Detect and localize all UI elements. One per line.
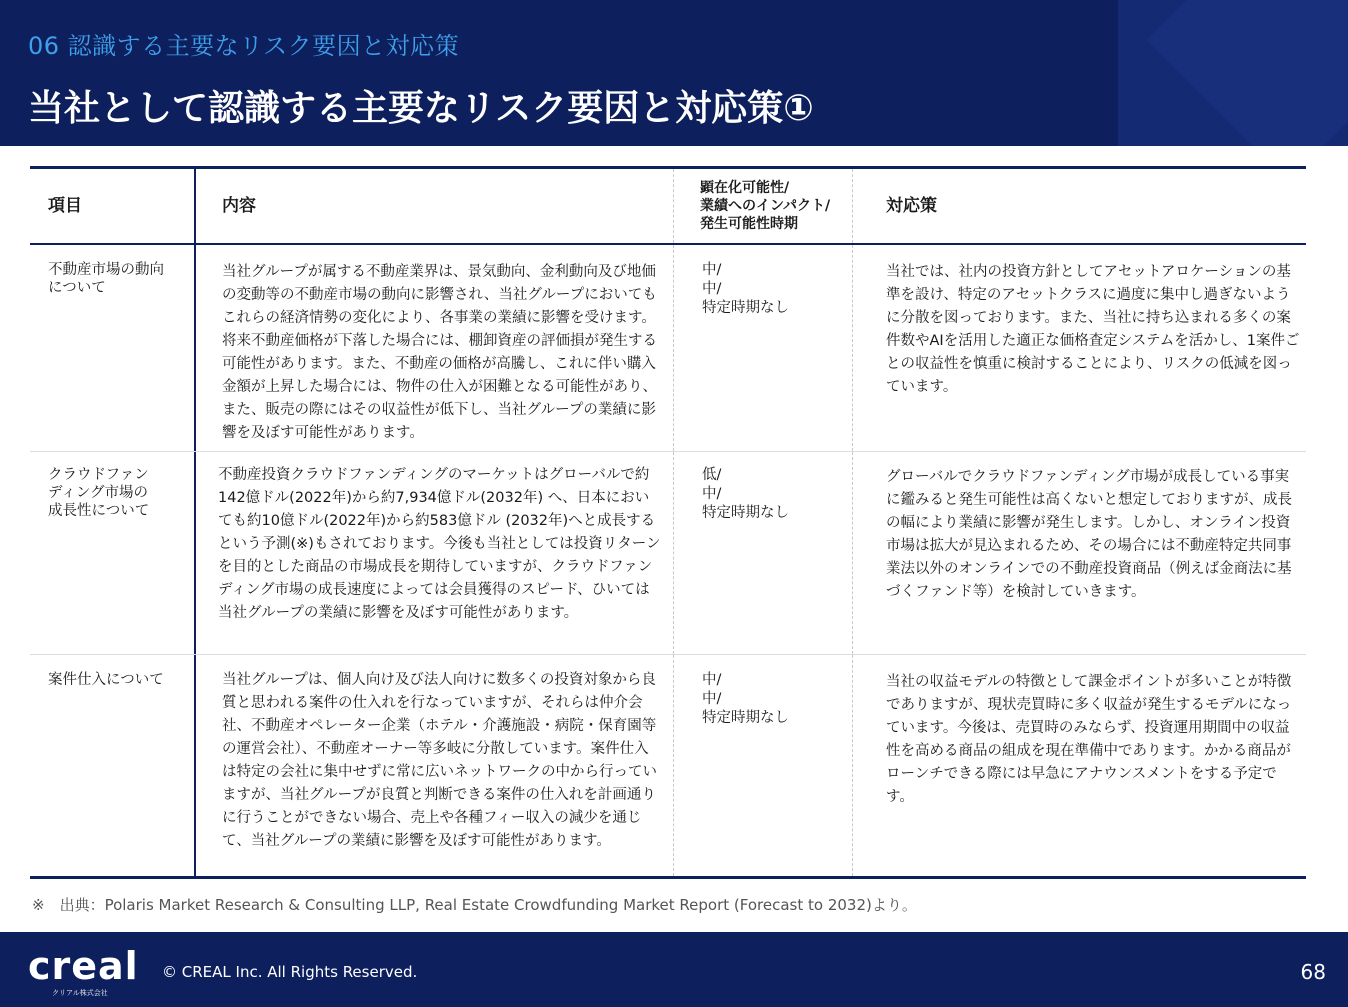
row-item-line: 不動産市場の動向 (48, 262, 164, 278)
row-measures: 当社の収益モデルの特徴として課金ポイントが多いことが特徴でありますが、現状売買時に多く収益が発生するモデルになっています。今後は、売買時のみならず、投資運用期間中の収益性を高める商品の組成を現在準備中であります。かかる商品がローンチできる際には早急にアナウンスメントをする予定です。 (886, 674, 1292, 805)
table-row (30, 245, 1306, 451)
header-likelihood-line: 顕在化可能性/ (700, 180, 790, 196)
row-item-line: ディング市場の (48, 485, 149, 501)
likelihood-line: 特定時期なし (702, 710, 789, 726)
header-likelihood-line: 業績へのインパクト/ (700, 198, 831, 214)
row-item (30, 452, 196, 654)
slide-footer (0, 932, 1348, 1007)
likelihood-line: 特定時期なし (702, 300, 789, 316)
row-likelihood (674, 655, 853, 876)
row-likelihood (674, 452, 853, 654)
likelihood-line: 中/ (702, 281, 722, 297)
likelihood-line: 特定時期なし (702, 505, 789, 521)
likelihood-line: 低/ (702, 467, 722, 483)
logo-subtitle: クリアル株式会社 (52, 989, 108, 997)
likelihood-line: 中/ (702, 691, 722, 707)
source-note: ※ 出典：Polaris Market Research & Consulting LLP, Real Estate Crowdfunding Market Report (Forecast to 2032)より。 (32, 896, 917, 914)
creal-logo: creal (28, 944, 139, 988)
row-item-line: クラウドファン (48, 467, 149, 483)
section-label: 06 認識する主要なリスク要因と対応策 (28, 32, 460, 60)
row-content: 当社グループが属する不動産業界は、景気動向、金利動向及び地価の変動等の不動産市場の動向に影響され、当社グループにおいてもこれらの経済情勢の変化により、各事業の業績に影響を受けます。将来不動産価格が下落した場合には、棚卸資産の評価損が発生する可能性があります。また、不動産の価格が高騰し、これに伴い購入金額が上昇した場合には、物件の仕入が困難となる可能性があり、また、販売の際にはその収益性が低下し、当社グループの業績に影響を及ぼす可能性があります。 (196, 245, 674, 451)
row-item (30, 245, 196, 451)
header-likelihood (674, 169, 853, 243)
likelihood-line: 中/ (702, 672, 722, 688)
likelihood-line: 中/ (702, 486, 722, 502)
table-row (30, 451, 1306, 654)
row-item-line: 成長性について (48, 503, 150, 519)
table-header-row (30, 169, 1306, 245)
header-likelihood-line: 発生可能性時期 (700, 216, 798, 232)
row-content: 当社グループは、個人向け及び法人向けに数多くの投資対象から良質と思われる案件の仕入れを行なっていますが、それらは仲介会社、不動産オペレーター企業（ホテル・介護施設・病院・保育園等の運営会社）、不動産オーナー等多岐に分散しています。案件仕入は特定の会社に集中せずに常に広いネットワークの中から行っていますが、当社グループが良質と判断できる案件の仕入れを計画通りに行うことができない場合、売上や各種フィー収入の減少を通じて、当社グループの業績に影響を及ぼす可能性があります。 (196, 655, 674, 876)
row-content: 不動産投資クラウドファンディングのマーケットはグローバルで約142億ドル(2022年)から約7,934億ドル(2032年) へ、日本においても約10億ドル(2022年)から約583億ドル (2032年)へと成長するという予測(※)もされております。今後も当社としては投資リターンを目的とした商品の市場成長を期待していますが、クラウドファンディング市場の成長速度によっては会員獲得のスピード、ひいては当社グループの業績に影響を及ぼす可能性があります。 (196, 452, 674, 654)
header-item: 項目 (30, 169, 196, 243)
page-number: 68 (1300, 960, 1326, 984)
slide-header (0, 0, 1348, 146)
page-title: 当社として認識する主要なリスク要因と対応策① (28, 88, 814, 129)
row-measures: グローバルでクラウドファンディング市場が成長している事実に鑑みると発生可能性は高くないと想定しておりますが、成長の幅により業績に影響が発生します。しかし、オンライン投資市場は拡大が見込まれるため、その場合には不動産特定共同事業法以外のオンラインでの不動産投資商品（例えば金商法に基づくファンド等）を検討していきます。 (886, 469, 1292, 600)
row-item-line: 案件仕入について (48, 672, 164, 688)
table-row (30, 654, 1306, 876)
header-measures: 対応策 (886, 195, 937, 216)
row-likelihood (674, 245, 853, 451)
likelihood-line: 中/ (702, 262, 722, 278)
row-item-line: について (48, 280, 106, 296)
copyright: © CREAL Inc. All Rights Reserved. (162, 963, 418, 981)
risk-table (30, 166, 1306, 879)
header-content: 内容 (196, 169, 674, 243)
row-measures: 当社では、社内の投資方針としてアセットアロケーションの基準を設け、特定のアセットクラスに過度に集中し過ぎないように分散を図っております。また、当社に持ち込まれる多くの案件数やAIを活用した適正な価格査定システムを活かし、1案件ごとの収益性を慎重に検討することにより、リスクの低減を図っています。 (886, 264, 1300, 395)
row-item (30, 655, 196, 876)
